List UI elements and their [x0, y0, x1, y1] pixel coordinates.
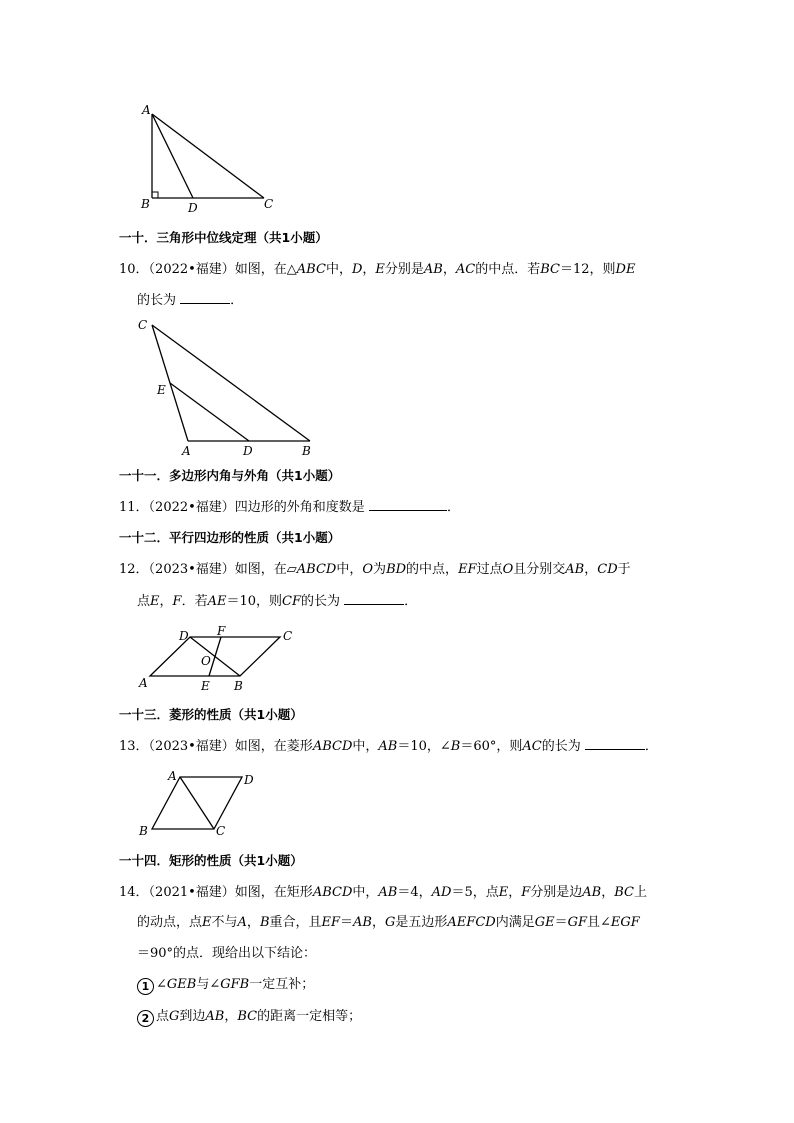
answer-blank[interactable]	[344, 592, 404, 605]
label-b: B	[141, 197, 150, 211]
section-heading-rectangle: 一十四．矩形的性质（共1小题）	[119, 853, 303, 868]
circled-number-2: 2	[137, 1010, 154, 1027]
question-13: 13．（2023•福建）如图，在菱形ABCD中，AB＝10，∠B＝60°，则AC的长为 ．	[119, 739, 658, 754]
question-10-line-1: 10．（2022•福建）如图，在△ABC中，D，E分别是AB，AC的中点．若BC＝12，则DE	[119, 262, 636, 277]
label-f: F	[217, 624, 226, 638]
question-number: 12．（2023•福建）	[119, 562, 235, 577]
question-number: 14．（2021•福建）	[119, 885, 235, 900]
label-c: C	[216, 824, 226, 838]
conclusion-2: 2 点G到边AB，BC的距离一定相等；	[137, 1008, 361, 1027]
conclusion-1: 1 ∠GEB与∠GFB一定互补；	[137, 976, 314, 995]
label-o: O	[201, 654, 211, 668]
circled-number-1: 1	[137, 978, 154, 995]
figure-rhombus	[130, 765, 270, 845]
question-12-line-1: 12．（2023•福建）如图，在▱ABCD中，O为BD的中点，EF过点O且分别交AB，CD于	[119, 562, 631, 577]
section-heading-parallelogram: 一十二．平行四边形的性质（共1小题）	[119, 530, 341, 545]
question-10-line-2: 的长为 ．	[137, 293, 244, 308]
figure-triangle-midline	[130, 312, 330, 462]
answer-blank[interactable]	[180, 291, 230, 304]
question-14-line-1: 14．（2021•福建）如图，在矩形ABCD中，AB＝4，AD＝5，点E，F分别是边AB，BC上	[119, 885, 648, 900]
label-e: E	[157, 383, 166, 397]
question-14-line-2: 的动点，点E不与A，B重合，且EF＝AB，G是五边形AEFCD内满足GE＝GF且∠EGF	[137, 915, 640, 930]
label-a: A	[139, 676, 148, 690]
label-c: C	[283, 629, 293, 643]
question-12-line-2: 点E，F．若AE＝10，则CF的长为 ．	[137, 594, 418, 609]
label-a: A	[168, 769, 177, 783]
answer-blank[interactable]	[369, 498, 447, 511]
question-number: 10．（2022•福建）	[119, 262, 235, 277]
section-heading-midline-theorem: 一十．三角形中位线定理（共1小题）	[119, 230, 328, 245]
question-number: 11．（2022•福建）	[119, 500, 235, 515]
figure-triangle-abc-right	[130, 100, 290, 218]
label-d: D	[244, 773, 254, 787]
figure-parallelogram	[130, 622, 310, 697]
label-a: A	[182, 444, 191, 458]
label-c: C	[264, 197, 274, 211]
label-e: E	[201, 679, 210, 693]
label-a: A	[142, 103, 151, 117]
label-d: D	[188, 201, 198, 215]
label-d: D	[243, 444, 253, 458]
section-heading-polygon-angles: 一十一．多边形内角与外角（共1小题）	[119, 468, 341, 483]
label-b: B	[139, 824, 148, 838]
label-d: D	[179, 629, 189, 643]
question-11: 11．（2022•福建）四边形的外角和度数是 ．	[119, 500, 460, 515]
answer-blank[interactable]	[585, 737, 645, 750]
label-b: B	[302, 444, 311, 458]
label-b: B	[234, 679, 243, 693]
section-heading-rhombus: 一十三．菱形的性质（共1小题）	[119, 707, 303, 722]
label-c: C	[138, 318, 148, 332]
question-number: 13．（2023•福建）	[119, 739, 235, 754]
question-14-line-3: ＝90°的点．现给出以下结论：	[137, 946, 317, 961]
